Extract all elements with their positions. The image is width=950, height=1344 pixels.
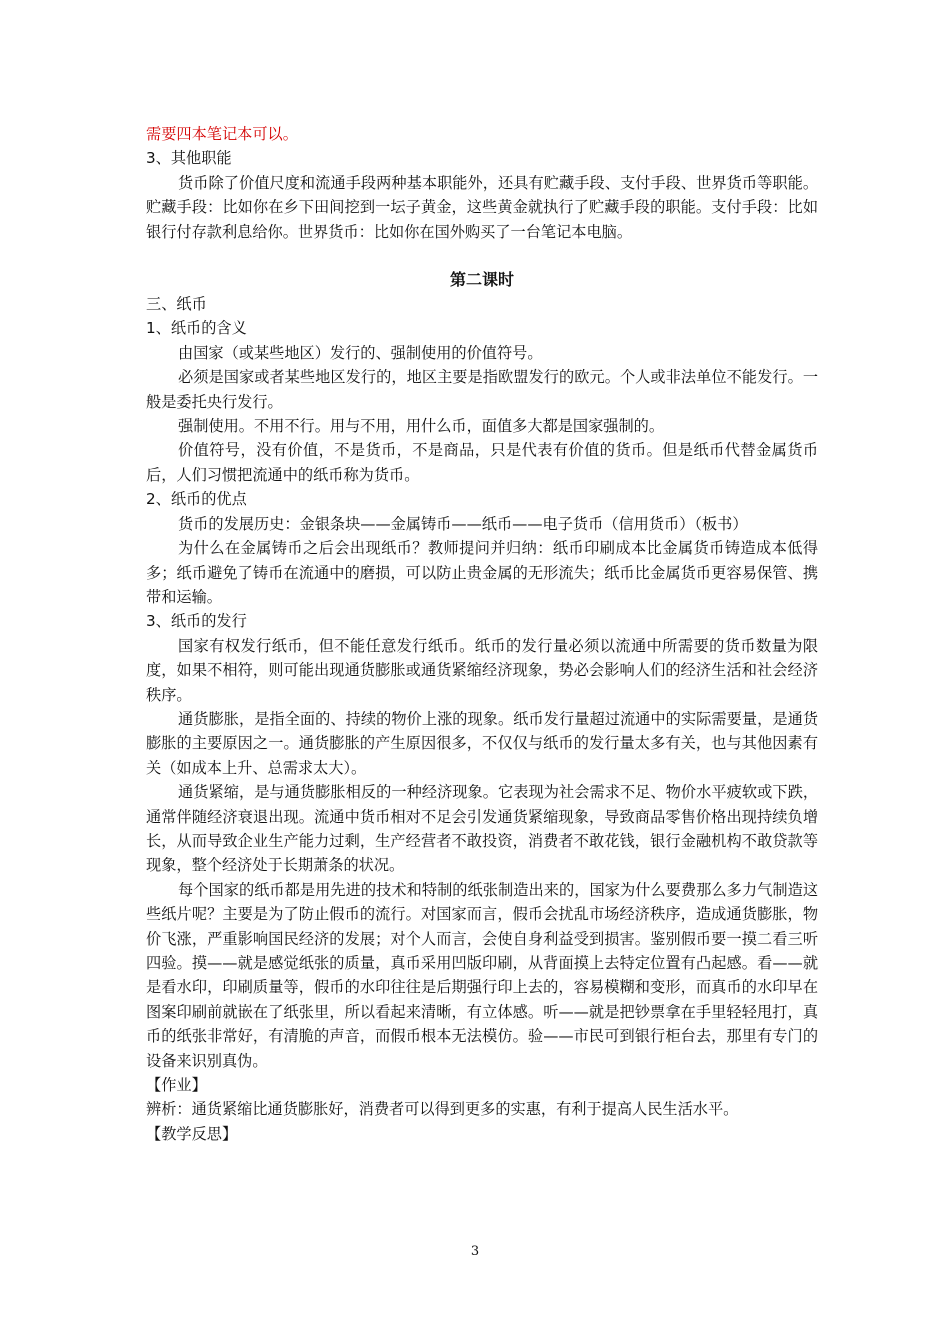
lesson-heading: 第二课时 [449,270,514,290]
paragraph-issuance-2: 通货膨胀，是指全面的、持续的物价上涨的现象。纸币发行量超过流通中的实际需要量，是通货膨胀的主要原因之一。通货膨胀的产生原因很多，不仅仅与纸币的发行量太多有关，也与其他因素有关（如成本上升、总需求太大）。 [146,709,818,777]
paragraph-issuance-4: 每个国家的纸币都是用先进的技术和特制的纸张制造出来的，国家为什么要费那么多力气制造这些纸片呢？主要是为了防止假币的流行。对国家而言，假币会扰乱市场经济秩序，造成通货膨胀，物价飞涨，严重影响国民经济的发展；对个人而言，会使自身利益受到损害。鉴别假币要一摸二看三听四验。摸——就是感觉纸张的质量，真币采用凹版印刷，从背面摸上去特定位置有凸起感。看——就是看水印，印刷质量等，假币的水印往往是后期强行印上去的，容易模糊和变形，而真币的水印早在图案印刷前就嵌在了纸张里，所以看起来清晰，有立体感。听——就是把钞票拿在手里轻轻甩打，真币的纸张非常好，有清脆的声音，而假币根本无法模仿。验——市民可到银行柜台去，那里有专门的设备来识别真伪。 [146,880,818,1070]
document-body [146,122,818,1146]
paragraph-other-functions: 货币除了价值尺度和流通手段两种基本职能外，还具有贮藏手段、支付手段、世界货币等职能。贮藏手段：比如你在乡下田间挖到一坛子黄金，这些黄金就执行了贮藏手段的职能。支付手段：比如银行付存款利息给你。世界货币：比如你在国外购买了一台笔记本电脑。 [146,173,818,241]
reflection-heading: 【教学反思】 [146,1124,238,1143]
section-title-other-functions: 3、其他职能 [146,149,232,168]
paragraph-meaning-1: 由国家（或某些地区）发行的、强制使用的价值符号。 [178,343,543,362]
paragraph-meaning-2: 必须是国家或者某些地区发行的，地区主要是指欧盟发行的欧元。个人或非法单位不能发行。一般是委托央行发行。 [146,368,818,411]
paragraph-issuance-3: 通货紧缩，是与通货膨胀相反的一种经济现象。它表现为社会需求不足、物价水平疲软或下跌，通常伴随经济衰退出现。流通中货币相对不足会引发通货紧缩现象，导致商品零售价格出现持续负增长，从而导致企业生产能力过剩，生产经营者不敢投资，消费者不敢花钱，银行金融机构不敢贷款等现象，整个经济处于长期萧条的状况。 [146,783,818,875]
red-note-line: 需要四本笔记本可以。 [146,125,298,143]
section-title-meaning: 1、纸币的含义 [146,319,247,338]
part-title-paper-money: 三、纸币 [146,295,207,314]
homework-heading: 【作业】 [146,1076,207,1095]
page-number: 3 [470,1244,480,1259]
paragraph-meaning-4: 价值符号，没有价值，不是货币，不是商品，只是代表有价值的货币。但是纸币代替金属货币后，人们习惯把流通中的纸币称为货币。 [146,441,818,484]
paragraph-issuance-1: 国家有权发行纸币，但不能任意发行纸币。纸币的发行量必须以流通中所需要的货币数量为限度，如果不相符，则可能出现通货膨胀或通货紧缩经济现象，势必会影响人们的经济生活和社会经济秩序。 [146,636,818,704]
section-title-advantages: 2、纸币的优点 [146,490,247,509]
paragraph-advantages-2: 为什么在金属铸币之后会出现纸币？教师提问并归纳：纸币印刷成本比金属货币铸造成本低得多；纸币避免了铸币在流通中的磨损，可以防止贵金属的无形流失；纸币比金属货币更容易保管、携带和运输。 [146,539,818,606]
section-title-issuance: 3、纸币的发行 [146,612,247,631]
paragraph-meaning-3: 强制使用。不用不行。用与不用，用什么币，面值多大都是国家强制的。 [178,417,664,436]
homework-text: 辨析：通货紧缩比通货膨胀好，消费者可以得到更多的实惠，有利于提高人民生活水平。 [146,1100,739,1119]
paragraph-advantages-1: 货币的发展历史：金银条块——金属铸币——纸币——电子货币（信用货币）（板书） [178,514,748,533]
